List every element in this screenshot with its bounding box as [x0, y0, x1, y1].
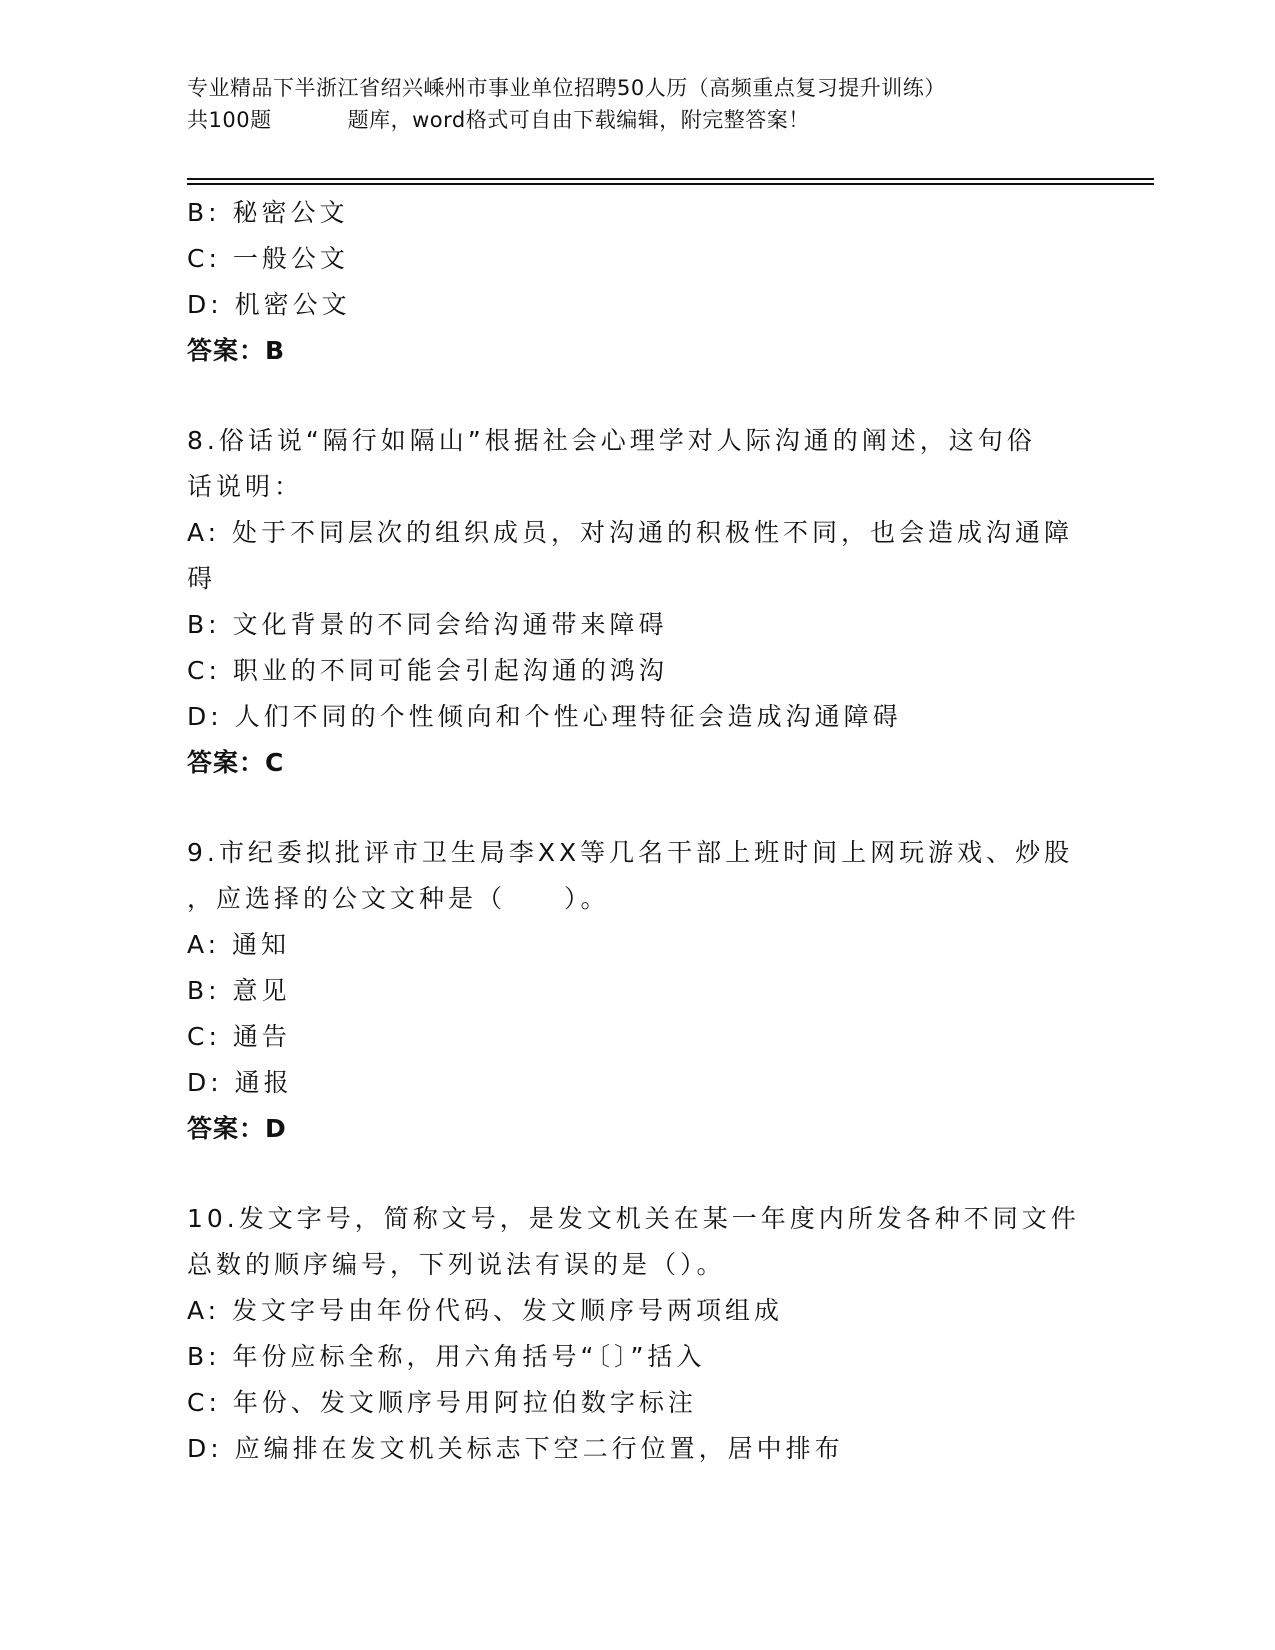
question-stem-line: 8.俗话说“隔行如隔山”根据社会心理学对人际沟通的阐述，这句俗	[187, 426, 1036, 455]
header-question-count: 共100题	[187, 108, 272, 132]
option-a-continuation: 碍	[187, 564, 217, 593]
header-rule-top	[187, 178, 1154, 180]
header-description: 题库，word格式可自由下载编辑，附完整答案！	[347, 108, 810, 132]
option-b: B: 意见	[187, 976, 291, 1005]
header-subtitle-line	[187, 104, 1087, 136]
option-b: B: 年份应标全称，用六角括号“〔〕”括入	[187, 1342, 706, 1371]
question-stem-line: 10.发文字号，简称文号，是发文机关在某一年度内所发各种不同文件	[187, 1204, 1080, 1233]
option-d: D: 人们不同的个性倾向和个性心理特征会造成沟通障碍	[187, 702, 902, 731]
question-9	[187, 830, 1087, 1152]
option-c: C: 职业的不同可能会引起沟通的鸿沟	[187, 656, 668, 685]
answer-line: 答案：D	[187, 1114, 287, 1143]
question-stem-line: 9.市纪委拟批评市卫生局李XX等几名干部上班时间上网玩游戏、炒股	[187, 838, 1074, 867]
option-d: D: 应编排在发文机关标志下空二行位置，居中排布	[187, 1434, 844, 1463]
question-7-tail	[187, 190, 1087, 374]
document-body	[187, 190, 1087, 1472]
option-d: D: 机密公文	[187, 290, 351, 319]
option-a: A: 处于不同层次的组织成员，对沟通的积极性不同，也会造成沟通障	[187, 518, 1074, 547]
question-spacer	[187, 374, 1087, 418]
question-stem-line: 话说明：	[187, 472, 304, 501]
option-c: C: 通告	[187, 1022, 291, 1051]
answer-line: 答案：C	[187, 748, 285, 777]
question-10	[187, 1196, 1087, 1472]
question-stem-line: ，应选择的公文文种是（ ）。	[187, 884, 610, 913]
option-c: C: 一般公文	[187, 244, 349, 273]
header-rule-bottom	[187, 183, 1154, 185]
question-spacer	[187, 786, 1087, 830]
answer-line: 答案：B	[187, 336, 286, 365]
document-header	[187, 72, 1087, 136]
question-8	[187, 418, 1087, 786]
option-a: A: 发文字号由年份代码、发文顺序号两项组成	[187, 1296, 784, 1325]
option-c: C: 年份、发文顺序号用阿拉伯数字标注	[187, 1388, 697, 1417]
question-stem-line: 总数的顺序编号，下列说法有误的是（）。	[187, 1250, 726, 1279]
question-spacer	[187, 1152, 1087, 1196]
header-title-line: 专业精品下半浙江省绍兴嵊州市事业单位招聘50人历（高频重点复习提升训练）	[187, 76, 946, 100]
option-b: B: 秘密公文	[187, 198, 349, 227]
option-a: A: 通知	[187, 930, 291, 959]
option-d: D: 通报	[187, 1068, 293, 1097]
option-b: B: 文化背景的不同会给沟通带来障碍	[187, 610, 668, 639]
